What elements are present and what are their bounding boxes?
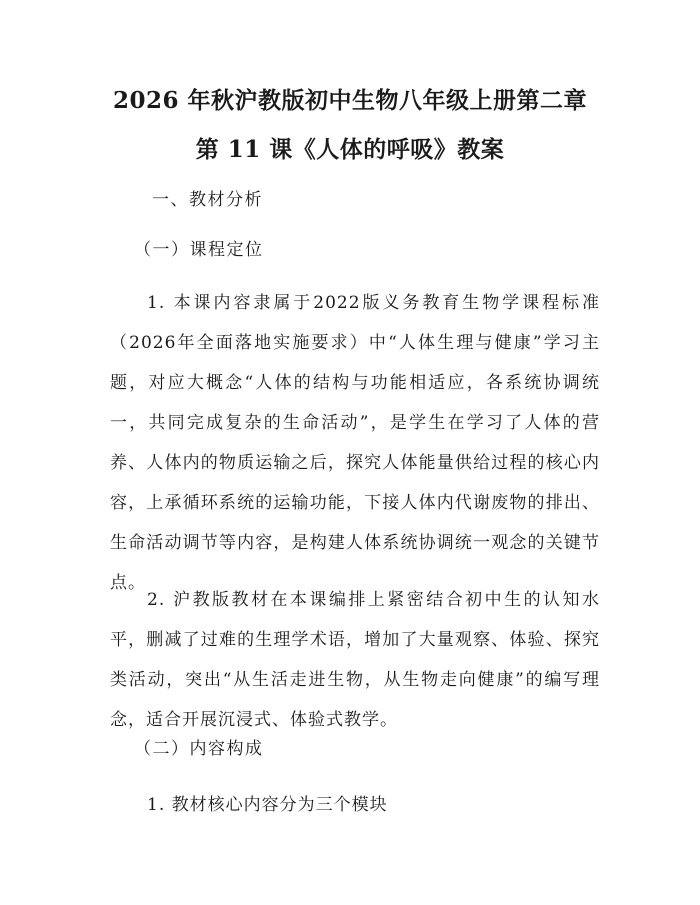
paragraph-curriculum-standard: 1. 本课内容隶属于2022版义务教育生物学课程标准（2026年全面落地实施要求）中“人体生理与健康”学习主题，对应大概念“人体的结构与功能相适应，各系统协调统一，共同完成复杂的生命活动”，是学生在学习了人体的营养、人体内的物质运输之后，探究人体能量供给过程的核心内容，上承循环系统的运输功能，下接人体内代谢废物的排出、生命活动调节等内容，是构建人体系统协调统一观念的关键节点。: [110, 293, 600, 593]
subsection-heading-content-composition: （二）内容构成: [134, 739, 264, 759]
document-title-line1: 2026 年秋沪教版初中生物八年级上册第二章: [112, 87, 588, 114]
section-heading-textbook-analysis: 一、教材分析: [152, 190, 263, 210]
document-title-line2: 第 11 课《人体的呼吸》教案: [195, 136, 505, 163]
paragraph-core-modules: 1. 教材核心内容分为三个模块: [147, 795, 388, 815]
subsection-heading-course-positioning: （一）课程定位: [134, 240, 264, 260]
paragraph-textbook-design: 2. 沪教版教材在本课编排上紧密结合初中生的认知水平，删减了过难的生理学术语，增加了大量观察、体验、探究类活动，突出“从生活走进生物，从生物走向健康”的编写理念，适合开展沉浸式、体验式教学。: [110, 590, 600, 730]
